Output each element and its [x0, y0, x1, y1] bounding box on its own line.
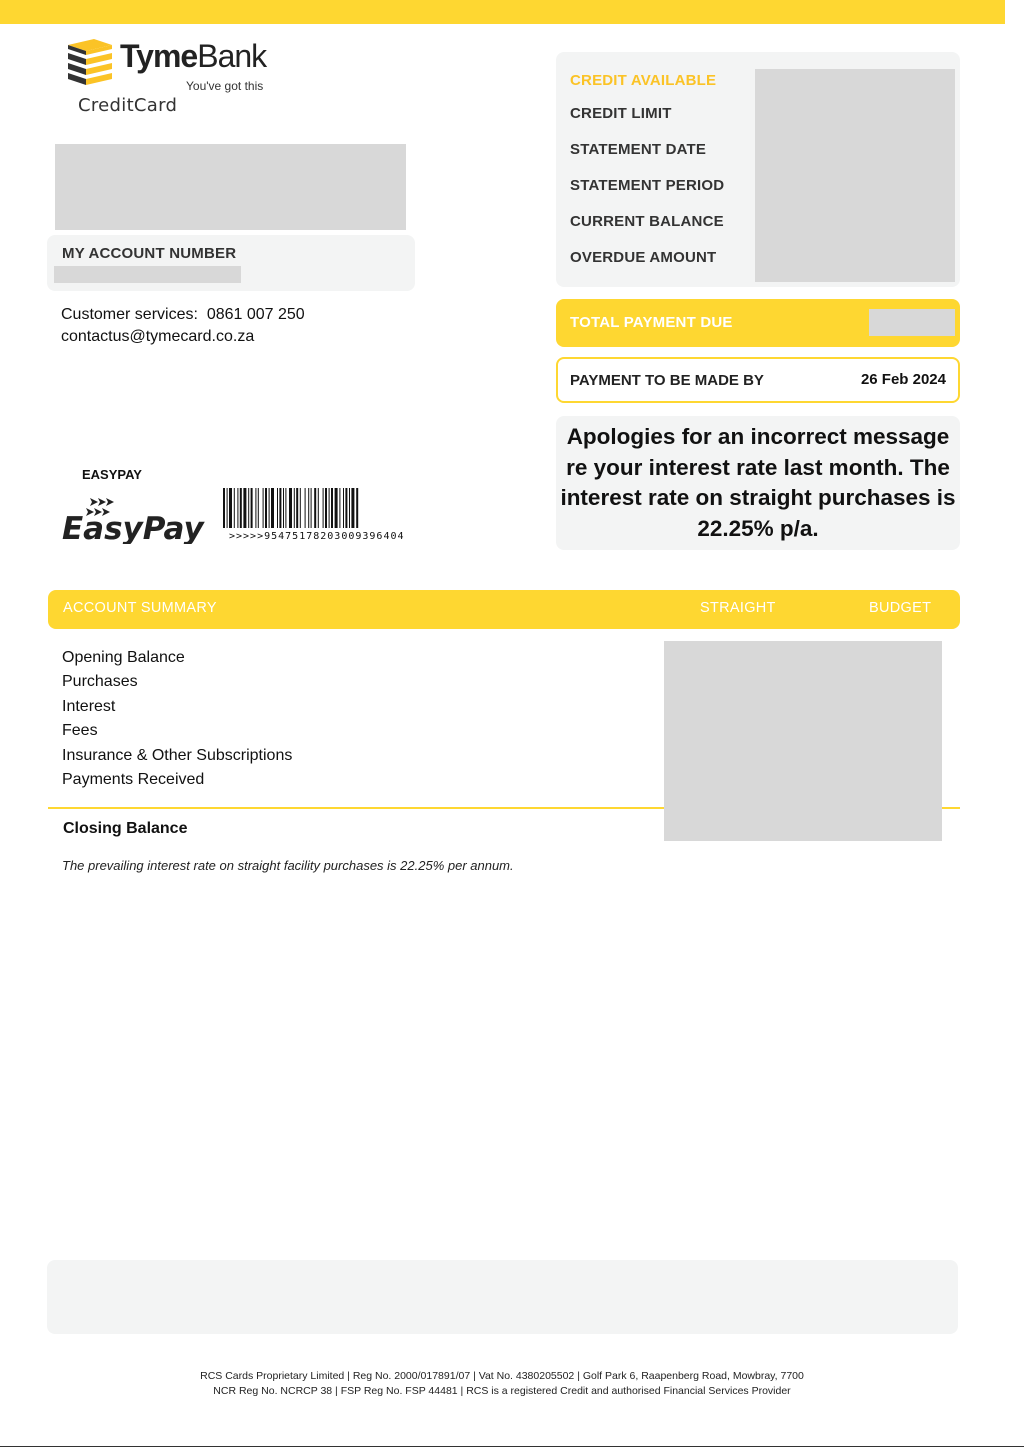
payment-due-date-value: 26 Feb 2024: [860, 371, 946, 388]
legal-footer-line-2: NCR Reg No. NCRCP 38 | FSP Reg No. FSP 44481 | RCS is a registered Credit and authorised Financial Services Provider: [213, 1385, 791, 1397]
closing-balance-label: Closing Balance: [63, 820, 188, 837]
account-number-redacted: [54, 266, 241, 283]
page-bottom-rule: [0, 1446, 1024, 1447]
legal-footer-line-1: RCS Cards Proprietary Limited | Reg No. 2000/017891/07 | Vat No. 4380205502 | Golf Park 6, Raapenberg Road, Mowbray, 7700: [200, 1370, 804, 1382]
account-number-label: MY ACCOUNT NUMBER: [62, 245, 237, 262]
summary-values-redacted: [664, 641, 942, 841]
summary-row-opening-balance: Opening Balance: [62, 649, 185, 666]
total-payment-due-redacted: [869, 309, 955, 336]
summary-row-payments: Payments Received: [62, 770, 205, 788]
account-summary-title: ACCOUNT SUMMARY: [63, 600, 217, 616]
easypay-label: EASYPAY: [82, 467, 142, 482]
overdue-amount-label: OVERDUE AMOUNT: [570, 249, 717, 266]
address-redacted: [55, 144, 406, 230]
top-accent-bar: [0, 0, 1005, 24]
summary-row-fees: Fees: [62, 722, 98, 740]
easypay-logo-text: EasyPay: [62, 511, 204, 544]
barcode-number: >>>>>9547517820300939640​4: [229, 531, 405, 542]
notice-message: Apologies for an incorrect message re your interest rate last month. The interest rate on straight purchases is 22.25% p/a.: [560, 424, 956, 541]
summary-rows: [62, 646, 292, 792]
footer-panel: [47, 1260, 958, 1334]
legal-footer: [0, 1369, 1004, 1399]
credit-limit-label: CREDIT LIMIT: [570, 105, 672, 122]
barcode-image: [222, 488, 416, 528]
column-straight: STRAIGHT: [700, 600, 776, 616]
brand-tagline: You've got this: [186, 79, 264, 93]
interest-rate-note: The prevailing interest rate on straight facility purchases is 22.25% per annum.: [62, 858, 514, 873]
tymebank-logo-icon: [64, 37, 114, 85]
summary-row-interest: Interest: [62, 697, 116, 715]
column-budget: BUDGET: [869, 600, 932, 616]
brand-wordmark: TymeBank: [120, 38, 267, 74]
credit-available-label: CREDIT AVAILABLE: [570, 72, 717, 89]
statement-period-label: STATEMENT PERIOD: [570, 177, 725, 194]
summary-row-insurance: Insurance & Other Subscriptions: [62, 746, 293, 764]
payment-due-date-label: PAYMENT TO BE MADE BY: [570, 372, 764, 389]
current-balance-label: CURRENT BALANCE: [570, 213, 724, 230]
statement-values-redacted: [755, 69, 955, 282]
contact-info: [61, 304, 305, 348]
product-name: CreditCard: [78, 95, 178, 116]
summary-row-purchases: Purchases: [62, 673, 138, 691]
easypay-logo-icon: [60, 494, 212, 544]
statement-date-label: STATEMENT DATE: [570, 141, 707, 158]
contact-email[interactable]: contactus@tymecard.co.za: [61, 328, 255, 345]
total-payment-due-label: TOTAL PAYMENT DUE: [570, 314, 733, 331]
customer-services-phone: Customer services: 0861 007 250: [61, 306, 305, 323]
